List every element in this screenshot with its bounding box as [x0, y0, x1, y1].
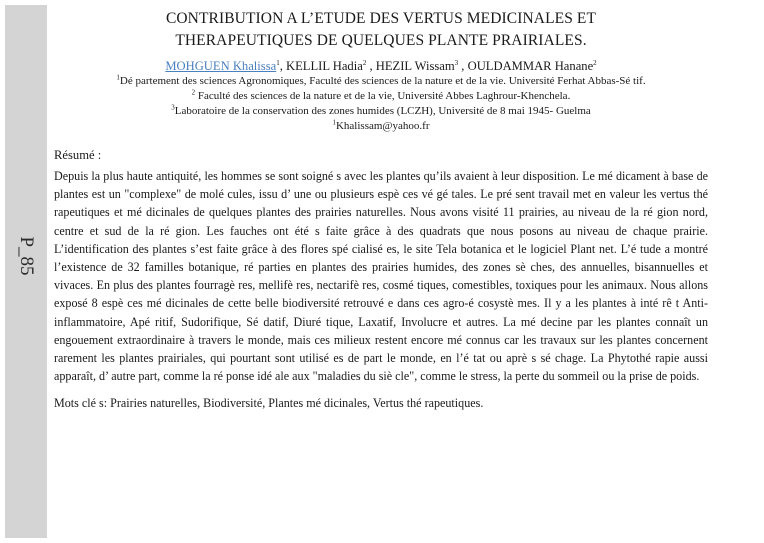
affiliation-2-superscript: 2 — [191, 88, 196, 97]
keywords-line: Mots clé s: Prairies naturelles, Biodiversité, Plantes mé dicinales, Vertus thé rapeutiques. — [54, 396, 484, 411]
affiliation-3-text: Laboratoire de la conservation des zones humides (LCZH), Université de 8 mai 1945- Guelma — [174, 105, 591, 117]
author-hezil: , HEZIL Wissam — [366, 59, 455, 73]
affiliation-2 — [54, 89, 708, 104]
affiliation-1 — [54, 74, 708, 89]
page-number-label: P_85 — [16, 236, 37, 276]
author-ouldammar: , OULDAMMAR Hanane — [458, 59, 594, 73]
left-margin-bar — [5, 5, 47, 538]
paper-title — [54, 8, 708, 52]
affiliation-2-text: Faculté des sciences de la nature et de la vie, Université Abbes Laghrour-Khenchela. — [195, 90, 571, 102]
title-line-2: THERAPEUTIQUES DE QUELQUES PLANTE PRAIRIALES. — [175, 32, 587, 49]
author1-superscript: 1 — [276, 58, 280, 67]
author3-superscript: 3 — [454, 58, 459, 67]
paper-content — [54, 8, 708, 412]
title-line-1: CONTRIBUTION A L’ETUDE DES VERTUS MEDICINALES ET — [165, 10, 597, 27]
abstract-body: Depuis la plus haute antiquité, les hommes se sont soigné s avec les plantes qu’ils avaient à leur disposition. Le mé dicament à base de plantes est un "complexe" de molé cules, issu d’ une ou plusieurs espè ces vé gé tales. Le pré sent travail met en valeur les vertus thé rapeutiques et mé dicinales de quelques plantes des prairies naturelles. Nous avons visité 11 prairies, au niveau de la ré gion nord, centre et sud de la ré gion. Les fauches ont été s faite grâce à des quadrats que nous posons au niveau de chaque prairie. L’identification des plantes s’est faite grâce à des flores spé cialisé es, le site Tela botanica et le logiciel Plant net. L’é tude a montré l’existence de 32 familles botanique, ré parties en plantes des prairies humides, des zones sè ches, des annuelles, bisannuelles et vivaces. En plus des plantes fourragè res, mellifè res, nectarifè res, cosmé tiques, comestibles, toxiques pour les animaux. Nous allons exposé 8 espè ces mé dicinales de cette belle biodiversité retrouvé e dans ces agro-é cosystè mes. Il y a les plantes à inté rê t Anti-inflammatoire, Apé ritif, Sudorifique, Sé datif, Diuré tique, Laxatif, Involucre et autres. La mé decine par les plantes connaît un engouement extraordinaire à travers le monde, mais ces milieux restent encore mé connus car les travaux sur les plantes concernent rarement les plantes prairiales, qui pourtant sont utilisé es de part le monde, en l’é tat ou aprè s sé chage. La Phytothé rapie aussi apparaît, d’ autre part, comme la ré ponse idé ale aux "maladies du siè cle", comme le stress, la perte du sommeil ou la prise de poids. — [54, 169, 708, 384]
author2-superscript: 2 — [362, 58, 367, 67]
contact-email — [54, 119, 708, 134]
email-text: Khalissam@yahoo.fr — [335, 120, 430, 132]
abstract-heading: Résumé : — [54, 148, 102, 162]
email-superscript: 1 — [332, 118, 336, 127]
author-list — [54, 58, 708, 74]
author4-superscript: 2 — [593, 58, 597, 67]
author-kellil: , KELLIL Hadia — [279, 59, 363, 73]
affiliation-3 — [54, 104, 708, 119]
affiliation-1-superscript: 1 — [116, 73, 120, 82]
author-link-mohguen[interactable]: MOHGUEN Khalissa — [165, 59, 277, 73]
affiliation-1-text: Dé partement des sciences Agronomiques, Faculté des sciences de la nature et de la vie. Université Ferhat Abbas-Sé tif. — [119, 75, 646, 87]
affiliation-3-superscript: 3 — [171, 103, 175, 112]
